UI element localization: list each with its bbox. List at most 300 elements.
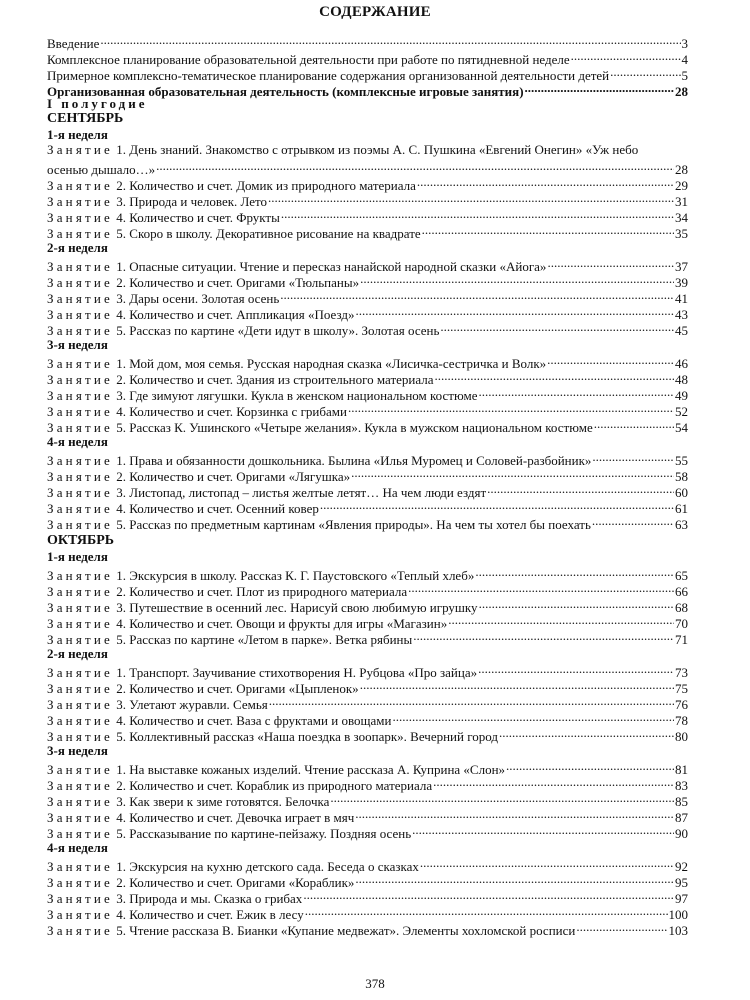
lesson-number-dot: . [122, 632, 130, 647]
lesson-text [47, 794, 329, 810]
lesson-page: 103 [668, 923, 688, 938]
lesson-page: 75 [675, 681, 688, 696]
lesson-title: Количество и счет. Аппликация «Поезд» [129, 307, 355, 322]
dot-leader [594, 416, 674, 432]
dot-leader [547, 352, 674, 368]
lesson-number: 3 [116, 291, 123, 306]
lesson-label: Занятие [47, 632, 114, 647]
lesson-title-part1: День знаний. Знакомство с отрывком из поэмы А. С. Пушкина «Евгений Онегин» «Уж небо [129, 142, 639, 157]
lesson-number-dot: . [122, 713, 130, 728]
lesson-label: Занятие [47, 697, 114, 712]
lesson-text [47, 616, 447, 632]
dot-leader [547, 255, 674, 271]
lesson-page: 58 [675, 469, 688, 484]
lesson-page: 87 [675, 810, 688, 825]
lesson-entry[interactable] [47, 661, 688, 680]
lesson-number-dot: . [122, 501, 130, 516]
lesson-number-dot: . [122, 584, 130, 599]
lesson-number-dot: . [122, 875, 130, 890]
lesson-title: Права и обязанности дошкольника. Былина «Илья Муромец и Соловей-разбойник» [129, 453, 592, 468]
lesson-text [47, 600, 478, 616]
lesson-number: 2 [116, 584, 123, 599]
lesson-page: 39 [675, 275, 688, 290]
lesson-label: Занятие [47, 485, 114, 500]
lesson-label: Занятие [47, 600, 114, 615]
week-heading: 1-я неделя [47, 127, 108, 142]
dot-leader [422, 222, 674, 238]
lesson-number-dot: . [122, 681, 130, 696]
lesson-number: 3 [116, 600, 123, 615]
lesson-title: Листопад, листопад – листья желтые летят… На чем люди ездят [129, 485, 487, 500]
dot-leader [479, 596, 674, 612]
lesson-label: Занятие [47, 907, 114, 922]
lesson-number-dot: . [122, 665, 130, 680]
lesson-page: 28 [675, 162, 688, 177]
dot-leader [280, 287, 674, 303]
lesson-number-dot: . [122, 810, 130, 825]
lesson-page: 66 [675, 584, 688, 599]
lesson-number: 3 [116, 194, 123, 209]
lesson-page: 35 [675, 226, 688, 241]
lesson-title: Количество и счет. Ваза с фруктами и овощами [129, 713, 392, 728]
lesson-number-dot: . [122, 404, 130, 419]
lesson-entry[interactable] [47, 449, 688, 468]
lesson-number: 4 [116, 210, 123, 225]
lesson-text [47, 729, 498, 745]
lesson-number-dot: . [122, 469, 130, 484]
dot-leader [571, 48, 681, 64]
dot-leader [475, 564, 674, 580]
lesson-label: Занятие [47, 142, 114, 157]
toc-entry-page: 3 [681, 36, 688, 51]
lesson-page: 78 [675, 713, 688, 728]
toc-entry-page: 5 [681, 68, 688, 83]
lesson-label: Занятие [47, 810, 114, 825]
lesson-page: 80 [675, 729, 688, 744]
lesson-label: Занятие [47, 372, 114, 387]
lesson-number-dot: . [122, 356, 130, 371]
week-heading: 2-я неделя [47, 240, 108, 255]
lesson-page: 52 [675, 404, 688, 419]
lesson-number: 3 [116, 485, 123, 500]
lesson-page: 46 [675, 356, 688, 371]
lesson-page: 43 [675, 307, 688, 322]
lesson-number-dot: . [122, 372, 130, 387]
dot-leader [355, 871, 674, 887]
dot-leader [360, 677, 674, 693]
lesson-title: Количество и счет. Оригами «Цыпленок» [129, 681, 359, 696]
dot-leader [156, 158, 674, 174]
lesson-page: 29 [675, 178, 688, 193]
lesson-page: 71 [675, 632, 688, 647]
lesson-label: Занятие [47, 681, 114, 696]
lesson-number-dot: . [122, 923, 130, 938]
dot-leader [355, 806, 674, 822]
lesson-page: 48 [675, 372, 688, 387]
dot-leader [433, 774, 674, 790]
lesson-label: Занятие [47, 859, 114, 874]
lesson-title: Рассказ по картине «Летом в парке». Ветка рябины [129, 632, 413, 647]
lesson-number-dot: . [122, 210, 130, 225]
lesson-title: На выставке кожаных изделий. Чтение рассказа А. Куприна «Слон» [129, 762, 506, 777]
dot-leader [525, 80, 674, 96]
lesson-text [47, 501, 319, 517]
week-heading: 3-я неделя [47, 743, 108, 758]
lesson-number-dot: . [122, 762, 130, 777]
lesson-text [47, 891, 302, 907]
lesson-text [47, 907, 304, 923]
lesson-title: осенью дышало…» [47, 162, 156, 177]
lesson-number-dot: . [122, 616, 130, 631]
lesson-page: 49 [675, 388, 688, 403]
lesson-label: Занятие [47, 794, 114, 809]
lesson-label: Занятие [47, 665, 114, 680]
lesson-title: Количество и счет. Девочка играет в мяч [129, 810, 355, 825]
lesson-number-dot: . [122, 517, 130, 532]
dot-leader [355, 303, 674, 319]
lesson-title: Рассказ по картине «Дети идут в школу». Золотая осень [129, 323, 440, 338]
dot-leader [412, 822, 674, 838]
lesson-page: 76 [675, 697, 688, 712]
lesson-number-dot: . [122, 568, 130, 583]
lesson-title: Дары осени. Золотая осень [129, 291, 280, 306]
lesson-title: Где зимуют лягушки. Кукла в женском национальном костюме [129, 388, 478, 403]
lesson-title: Количество и счет. Фрукты [129, 210, 280, 225]
dot-leader [506, 758, 674, 774]
dot-leader [478, 661, 674, 677]
lesson-title: Коллективный рассказ «Наша поездка в зоопарк». Вечерний город [129, 729, 498, 744]
lesson-title: Как звери к зиме готовятся. Белочка [129, 794, 330, 809]
lesson-title: Рассказ по предметным картинам «Явления природы». На чем ты хотел бы поехать [129, 517, 591, 532]
lesson-label: Занятие [47, 826, 114, 841]
lesson-number: 3 [116, 388, 123, 403]
lesson-number: 1 [116, 859, 123, 874]
week-heading: 4-я неделя [47, 434, 108, 449]
dot-leader [413, 628, 674, 644]
lesson-page: 61 [675, 501, 688, 516]
dot-leader [392, 709, 674, 725]
lesson-label: Занятие [47, 568, 114, 583]
lesson-page: 100 [668, 907, 688, 922]
lesson-number-dot: . [122, 178, 130, 193]
lesson-title: Количество и счет. Оригами «Тюльпаны» [129, 275, 360, 290]
lesson-label: Занятие [47, 501, 114, 516]
dot-leader [303, 887, 674, 903]
lesson-number-dot: . [122, 794, 130, 809]
lesson-number-dot: . [122, 142, 130, 157]
lesson-number: 4 [116, 307, 123, 322]
lesson-number-dot: . [122, 291, 130, 306]
lesson-label: Занятие [47, 891, 114, 906]
lesson-label: Занятие [47, 469, 114, 484]
dot-leader [487, 481, 674, 497]
dot-leader [435, 368, 674, 384]
lesson-page: 37 [675, 259, 688, 274]
lesson-number: 1 [116, 356, 123, 371]
lesson-title: Количество и счет. Овощи и фрукты для игры «Магазин» [129, 616, 448, 631]
lesson-title: Путешествие в осенний лес. Нарисуй свою любимую игрушку [129, 600, 478, 615]
lesson-number-dot: . [122, 388, 130, 403]
lesson-title: Опасные ситуации. Чтение и пересказ нанайской народной сказки «Айога» [129, 259, 547, 274]
lesson-number-dot: . [122, 485, 130, 500]
lesson-page: 81 [675, 762, 688, 777]
lesson-number-dot: . [122, 453, 130, 468]
lesson-number-dot: . [122, 729, 130, 744]
lesson-number: 2 [116, 178, 123, 193]
lesson-text [47, 372, 434, 388]
dot-leader [320, 497, 674, 513]
lesson-text [47, 210, 280, 226]
lesson-entry[interactable] [47, 255, 688, 274]
dot-leader [448, 612, 674, 628]
lesson-title: Чтение рассказа В. Бианки «Купание медвежат». Элементы хохломской росписи [129, 923, 576, 938]
lesson-title: Мой дом, моя семья. Русская народная сказка «Лисичка-сестричка и Волк» [129, 356, 547, 371]
lesson-text [47, 517, 591, 533]
lesson-number: 2 [116, 875, 123, 890]
lesson-title: Экскурсия в школу. Рассказ К. Г. Паустовского «Теплый хлеб» [129, 568, 475, 583]
lesson-number: 5 [116, 323, 123, 338]
lesson-page: 63 [675, 517, 688, 532]
lesson-page: 92 [675, 859, 688, 874]
page-title: СОДЕРЖАНИЕ [319, 4, 431, 20]
lesson-text [47, 420, 593, 436]
lesson-number: 5 [116, 632, 123, 647]
lesson-label: Занятие [47, 307, 114, 322]
lesson-label: Занятие [47, 778, 114, 793]
lesson-title: Скоро в школу. Декоративное рисование на квадрате [129, 226, 421, 241]
lesson-number: 5 [116, 923, 123, 938]
lesson-label: Занятие [47, 404, 114, 419]
lesson-label: Занятие [47, 194, 114, 209]
lesson-number-dot: . [122, 600, 130, 615]
table-of-contents [47, 32, 688, 938]
lesson-number-dot: . [122, 307, 130, 322]
week-heading: 3-я неделя [47, 337, 108, 352]
lesson-number-dot: . [122, 891, 130, 906]
lesson-entry[interactable] [47, 758, 688, 777]
lesson-number: 4 [116, 713, 123, 728]
lesson-number-dot: . [122, 907, 130, 922]
lesson-number: 1 [116, 568, 123, 583]
lesson-text [47, 194, 267, 210]
lesson-title: Рассказывание по картине-пейзажу. Поздняя осень [129, 826, 412, 841]
lesson-entry-continuation[interactable] [47, 158, 688, 177]
toc-entry-text: Примерное комплексно-тематическое планирование содержания организованной деятельности детей [47, 68, 610, 83]
week-heading: 2-я неделя [47, 646, 108, 661]
lesson-title: Количество и счет. Здания из строительного материала [129, 372, 434, 387]
lesson-number-dot: . [122, 275, 130, 290]
lesson-number-dot: . [122, 697, 130, 712]
lesson-number: 2 [116, 275, 123, 290]
lesson-label: Занятие [47, 388, 114, 403]
lesson-label: Занятие [47, 178, 114, 193]
lesson-label: Занятие [47, 517, 114, 532]
lesson-text [47, 697, 268, 713]
lesson-number: 1 [116, 453, 123, 468]
lesson-text [47, 923, 575, 939]
lesson-title: Природа и человек. Лето [129, 194, 268, 209]
lesson-number-dot: . [122, 226, 130, 241]
lesson-number: 4 [116, 810, 123, 825]
lesson-number: 1 [116, 259, 123, 274]
lesson-label: Занятие [47, 729, 114, 744]
lesson-label: Занятие [47, 453, 114, 468]
lesson-number: 4 [116, 404, 123, 419]
lesson-title: Количество и счет. Оригами «Лягушка» [129, 469, 351, 484]
lesson-number-dot: . [122, 323, 130, 338]
dot-leader [499, 725, 674, 741]
lesson-title: Количество и счет. Ежик в лесу [129, 907, 304, 922]
page-number: 378 [365, 976, 385, 991]
lesson-label: Занятие [47, 616, 114, 631]
lesson-number: 2 [116, 372, 123, 387]
lesson-page: 41 [675, 291, 688, 306]
lesson-number-dot: . [122, 826, 130, 841]
lesson-label: Занятие [47, 420, 114, 435]
lesson-label: Занятие [47, 923, 114, 938]
lesson-page: 83 [675, 778, 688, 793]
lesson-number-dot: . [122, 778, 130, 793]
lesson-number: 1 [116, 762, 123, 777]
lesson-number: 4 [116, 616, 123, 631]
months-container [47, 111, 688, 938]
lesson-entry-first-line[interactable] [47, 142, 688, 158]
dot-leader [351, 465, 674, 481]
lesson-label: Занятие [47, 226, 114, 241]
dot-leader [360, 271, 674, 287]
lesson-title: Транспорт. Заучивание стихотворения Н. Рубцова «Про зайца» [129, 665, 478, 680]
lesson-number-dot: . [122, 194, 130, 209]
lesson-title: Количество и счет. Корзинка с грибами [129, 404, 347, 419]
lesson-title: Экскурсия на кухню детского сада. Беседа о сказках [129, 859, 419, 874]
lesson-number: 1 [116, 665, 123, 680]
dot-leader [408, 580, 674, 596]
toc-entry-text: Организованная образовательная деятельность (комплексные игровые занятия) [47, 84, 524, 99]
lesson-label: Занятие [47, 356, 114, 371]
dot-leader [592, 449, 674, 465]
lesson-title: Количество и счет. Кораблик из природного материала [129, 778, 433, 793]
lesson-title: Количество и счет. Домик из природного материала [129, 178, 416, 193]
lesson-page: 85 [675, 794, 688, 809]
lesson-number: 2 [116, 778, 123, 793]
lesson-title: Количество и счет. Осенний ковер [129, 501, 319, 516]
dot-leader [305, 903, 668, 919]
lesson-number: 5 [116, 420, 123, 435]
lesson-number: 1 [116, 142, 123, 157]
lesson-number-dot: . [122, 259, 130, 274]
lesson-label: Занятие [47, 259, 114, 274]
lesson-number: 5 [116, 517, 123, 532]
lesson-text [47, 810, 354, 826]
lesson-page: 45 [675, 323, 688, 338]
lesson-page: 95 [675, 875, 688, 890]
dot-leader [440, 319, 674, 335]
lesson-text [47, 584, 407, 600]
dot-leader [576, 919, 667, 935]
lesson-title: Количество и счет. Плот из природного материала [129, 584, 408, 599]
lesson-label: Занятие [47, 323, 114, 338]
lesson-text [47, 469, 350, 485]
dot-leader [592, 513, 674, 529]
lesson-number: 3 [116, 794, 123, 809]
dot-leader [417, 174, 674, 190]
lesson-number-dot: . [122, 859, 130, 874]
dot-leader [478, 384, 674, 400]
dot-leader [420, 855, 674, 871]
lesson-label: Занятие [47, 291, 114, 306]
toc-entry-introduction[interactable] [47, 32, 688, 51]
lesson-number: 5 [116, 226, 123, 241]
toc-entry-complex-planning[interactable] [47, 48, 688, 67]
lesson-number: 3 [116, 891, 123, 906]
dot-leader [269, 693, 674, 709]
lesson-title: Природа и мы. Сказка о грибах [129, 891, 303, 906]
month-heading: ОКТЯБРЬ [47, 533, 115, 548]
toc-entry-page: 28 [675, 84, 688, 99]
lesson-label: Занятие [47, 275, 114, 290]
month-heading: СЕНТЯБРЬ [47, 111, 124, 126]
lesson-text [47, 291, 279, 307]
lesson-title: Рассказ К. Ушинского «Четыре желания». Кукла в мужском национальном костюме [129, 420, 593, 435]
toc-entry-page: 4 [681, 52, 688, 67]
lesson-text [47, 307, 354, 323]
dot-leader [281, 206, 674, 222]
lesson-number: 5 [116, 729, 123, 744]
lesson-label: Занятие [47, 713, 114, 728]
lesson-page: 34 [675, 210, 688, 225]
lesson-page: 97 [675, 891, 688, 906]
lesson-page: 73 [675, 665, 688, 680]
lesson-page: 55 [675, 453, 688, 468]
lesson-title: Улетают журавли. Семья [129, 697, 268, 712]
week-heading: 4-я неделя [47, 840, 108, 855]
dot-leader [610, 64, 680, 80]
lesson-number-dot: . [122, 420, 130, 435]
dot-leader [348, 400, 674, 416]
lesson-page: 90 [675, 826, 688, 841]
lesson-number: 3 [116, 697, 123, 712]
lesson-page: 65 [675, 568, 688, 583]
lesson-entry[interactable] [47, 352, 688, 371]
dot-leader [100, 32, 680, 48]
lesson-text [47, 404, 347, 420]
lesson-page: 54 [675, 420, 688, 435]
lesson-number: 2 [116, 681, 123, 696]
lesson-number: 4 [116, 501, 123, 516]
dot-leader [330, 790, 674, 806]
lesson-entry[interactable] [47, 564, 688, 583]
half-year-heading: I полугодие [47, 96, 148, 111]
lesson-page: 68 [675, 600, 688, 615]
lesson-label: Занятие [47, 762, 114, 777]
lesson-label: Занятие [47, 210, 114, 225]
lesson-number: 4 [116, 907, 123, 922]
toc-entry-text: Комплексное планирование образовательной деятельности при работе по пятидневной неделе [47, 52, 570, 67]
toc-entry-text: Введение [47, 36, 100, 51]
lesson-page: 70 [675, 616, 688, 631]
week-heading: 1-я неделя [47, 549, 108, 564]
lesson-page: 31 [675, 194, 688, 209]
lesson-page: 60 [675, 485, 688, 500]
lesson-label: Занятие [47, 875, 114, 890]
lesson-entry[interactable] [47, 855, 688, 874]
lesson-text [47, 713, 391, 729]
lesson-title: Количество и счет. Оригами «Кораблик» [129, 875, 355, 890]
lesson-number: 5 [116, 826, 123, 841]
lesson-label: Занятие [47, 584, 114, 599]
dot-leader [268, 190, 674, 206]
lesson-number: 2 [116, 469, 123, 484]
